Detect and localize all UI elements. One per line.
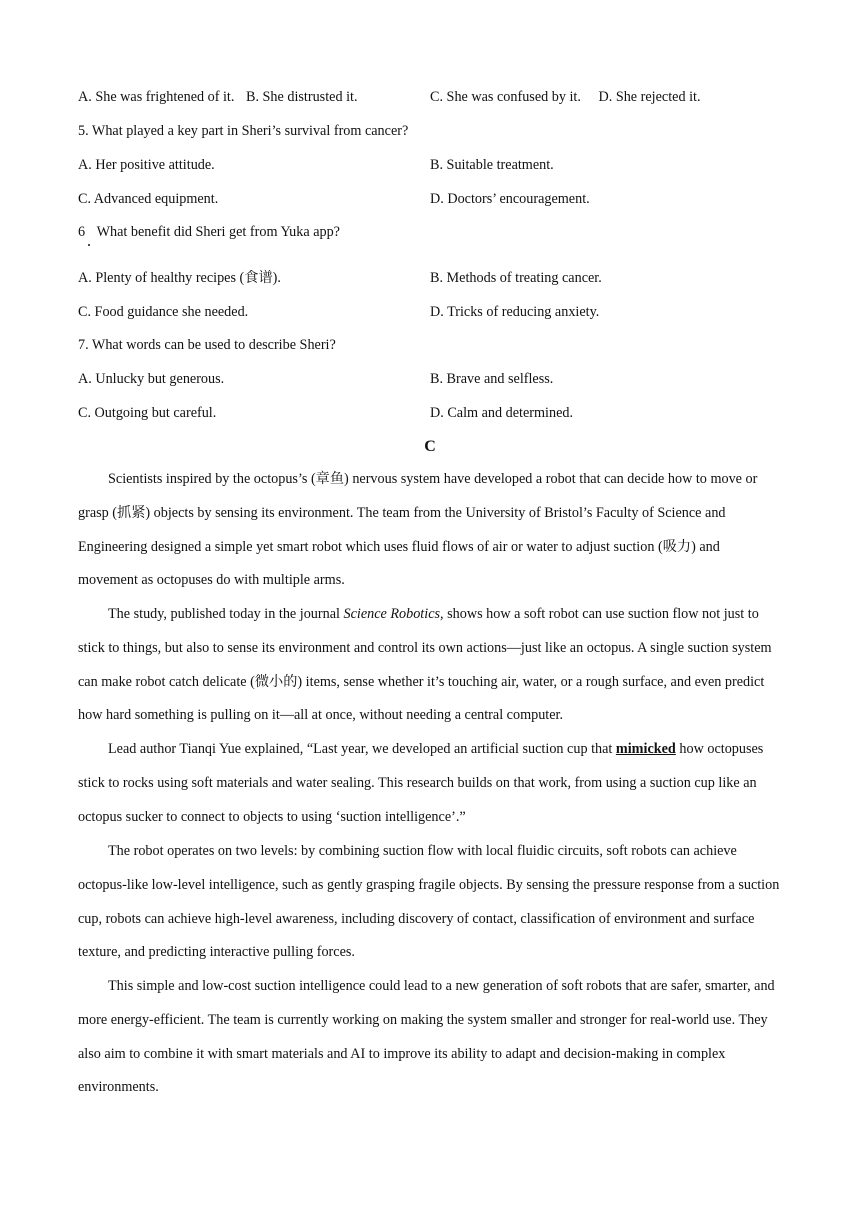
q5-option-d: D. Doctors’ encouragement.	[430, 191, 590, 207]
q6-option-c: C. Food guidance she needed.	[78, 304, 249, 320]
underlined-keyword: mimicked	[615, 741, 676, 757]
q5-option-b: B. Suitable treatment.	[430, 157, 554, 173]
passage-paragraph-5	[78, 970, 782, 1105]
q5-question: 5. What played a key part in Sheri’s survival from cancer?	[78, 123, 409, 139]
q6-question-line	[78, 223, 340, 241]
paragraph-1-text: Scientists inspired by the octopus’s (章鱼) nervous system have developed a robot that can decide how to move or grasp (抓紧) objects by sensing its environment. The team from the University of Bristol’s Faculty of Science and Engineering designed a simple yet smart robot which uses fluid flows of air or water to adjust suction (吸力) and movement as octopuses do with multiple arms.	[78, 471, 758, 589]
q7-question: 7. What words can be used to describe Sheri?	[78, 337, 336, 353]
passage-paragraph-3	[78, 733, 782, 834]
paragraph-2-text-before: The study, published today in the journal	[108, 606, 344, 622]
paragraph-5-text: This simple and low-cost suction intelligence could lead to a new generation of soft robots that are safer, smarter, and more energy-efficient. The team is currently working on making the system smaller and stronger for real-world use. They also aim to combine it with smart materials and AI to improve its ability to adapt and decision-making in complex environments.	[78, 978, 775, 1096]
q6-option-a: A. Plenty of healthy recipes (食谱).	[78, 270, 281, 286]
q7-option-a: A. Unlucky but generous.	[78, 371, 225, 387]
q7-option-b: B. Brave and selfless.	[430, 371, 554, 387]
q4-option-c: C. She was confused by it.	[430, 89, 581, 105]
paragraph-3-text-after: how octopuses stick to rocks using soft materials and water sealing. This research builds on that work, from using a suction cup like an octopus sucker to connect to objects to using ‘suction intelligence’.”	[78, 741, 764, 825]
q6-question: What benefit did Sheri get from Yuka app?	[96, 224, 340, 240]
q6-option-d: D. Tricks of reducing anxiety.	[430, 304, 600, 320]
q5-option-c: C. Advanced equipment.	[78, 191, 219, 207]
q6-option-b: B. Methods of treating cancer.	[430, 270, 602, 286]
q4-options-left	[78, 88, 358, 106]
journal-name: Science Robotics	[343, 606, 441, 622]
q6-number: 6	[78, 224, 86, 240]
q4-option-d: D. She rejected it.	[598, 89, 701, 105]
q7-option-d: D. Calm and determined.	[430, 405, 574, 421]
q4-options-right	[430, 88, 701, 106]
section-heading: C	[424, 438, 436, 455]
paragraph-3-text-before: Lead author Tianqi Yue explained, “Last year, we developed an artificial suction cup that	[108, 741, 616, 757]
q6-number-dot	[88, 244, 90, 246]
q4-option-b: B. She distrusted it.	[245, 89, 358, 105]
passage-paragraph-4	[78, 835, 782, 970]
q7-option-c: C. Outgoing but careful.	[78, 405, 217, 421]
q4-option-a: A. She was frightened of it.	[78, 89, 235, 105]
passage-paragraph-2	[78, 598, 782, 733]
q5-option-a: A. Her positive attitude.	[78, 157, 215, 173]
paragraph-4-text: The robot operates on two levels: by combining suction flow with local fluidic circuits, soft robots can achieve octopus-like low-level intelligence, such as gently grasping fragile objects. By sensing the pressure response from a suction cup, robots can achieve high-level awareness, including discovery of contact, classification of environment and surface texture, and predicting interactive pulling forces.	[78, 843, 780, 961]
passage-paragraph-1	[78, 463, 782, 598]
paragraph-2-text-after: , shows how a soft robot can use suction flow not just to stick to things, but also to sense its environment and control its own actions—just like an octopus. A single suction system can make robot catch delicate (微小的) items, sense whether it’s touching air, water, or a rough surface, and even predict how hard something is pulling on it—all at once, without needing a central computer.	[78, 606, 772, 724]
